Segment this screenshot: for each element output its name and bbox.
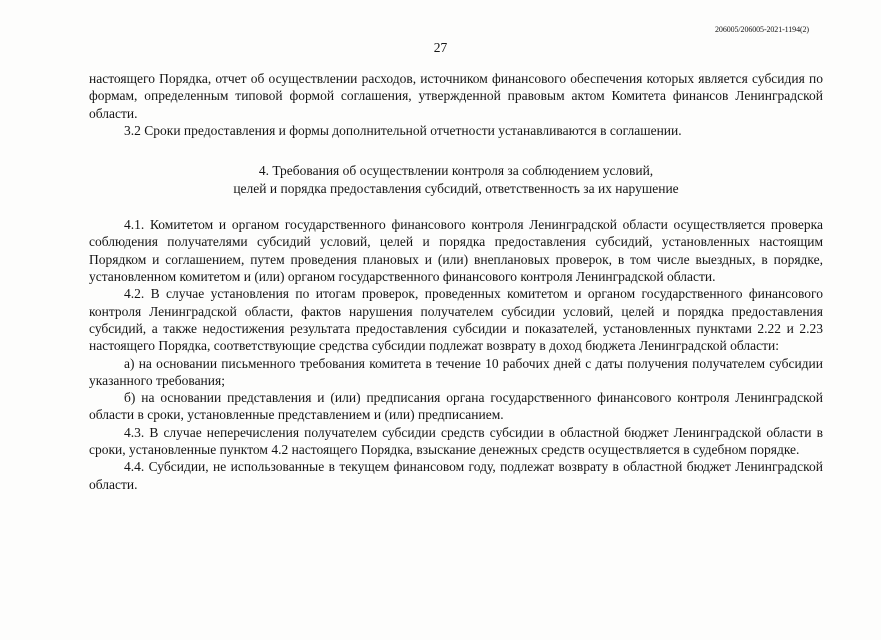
section-heading xyxy=(89,162,823,197)
section-heading-line-1: 4. Требования об осуществлении контроля за соблюдением условий, xyxy=(258,163,654,179)
paragraph-4-2: 4.2. В случае установления по итогам проверок, проведенных комитетом и органом государственного финансового контроля Ленинградской области, фактов нарушения получателем субсидии условий, целей и порядка предоставления субсидий, а также недостижения результата предоставления субсидии и показателей, установленных пунктами 2.22 и 2.23 настоящего Порядка, соответствующие средства субсидии подлежат возврату в доход бюджета Ленинградской области: xyxy=(89,286,823,354)
document-body xyxy=(89,70,823,493)
paragraph-4-1: 4.1. Комитетом и органом государственного финансового контроля Ленинградской области осуществляется проверка соблюдения получателями субсидий условий, целей и порядка предоставления субсидий, установленных настоящим Порядком и соглашением, путем проведения плановых и (или) внеплановых проверок, в том числе выездных, в порядке, установленном комитетом и (или) органом государственного финансового контроля Ленинградской области. xyxy=(89,217,823,285)
paragraph-4-4: 4.4. Субсидии, не использованные в текущем финансовом году, подлежат возврату в областной бюджет Ленинградской области. xyxy=(89,459,823,492)
paragraph-4-2-a: а) на основании письменного требования комитета в течение 10 рабочих дней с даты получения получателем субсидии указанного требования; xyxy=(89,355,823,388)
document-id: 206005/206005-2021-1194(2) xyxy=(715,25,809,34)
paragraph-continuation: настоящего Порядка, отчет об осуществлении расходов, источником финансового обеспечения которых является субсидия по формам, определенным типовой формой соглашения, утвержденной правовым актом Комитета финансов Ленинградской области. xyxy=(89,71,823,121)
page-number: 27 xyxy=(433,40,448,55)
section-heading-line-2: целей и порядка предоставления субсидий, ответственность за их нарушение xyxy=(233,180,679,196)
paragraph-4-2-b: б) на основании представления и (или) предписания органа государственного финансового контроля Ленинградской области в сроки, установленные представлением и (или) предписанием. xyxy=(89,390,823,423)
paragraph-3-2: 3.2 Сроки предоставления и формы дополнительной отчетности устанавливаются в соглашении. xyxy=(124,122,682,138)
paragraph-4-3: 4.3. В случае неперечисления получателем субсидии средств субсидии в областной бюджет Ленинградской области в сроки, установленные пунктом 4.2 настоящего Порядка, взыскание денежных средств осуществляется в судебном порядке. xyxy=(89,424,823,458)
